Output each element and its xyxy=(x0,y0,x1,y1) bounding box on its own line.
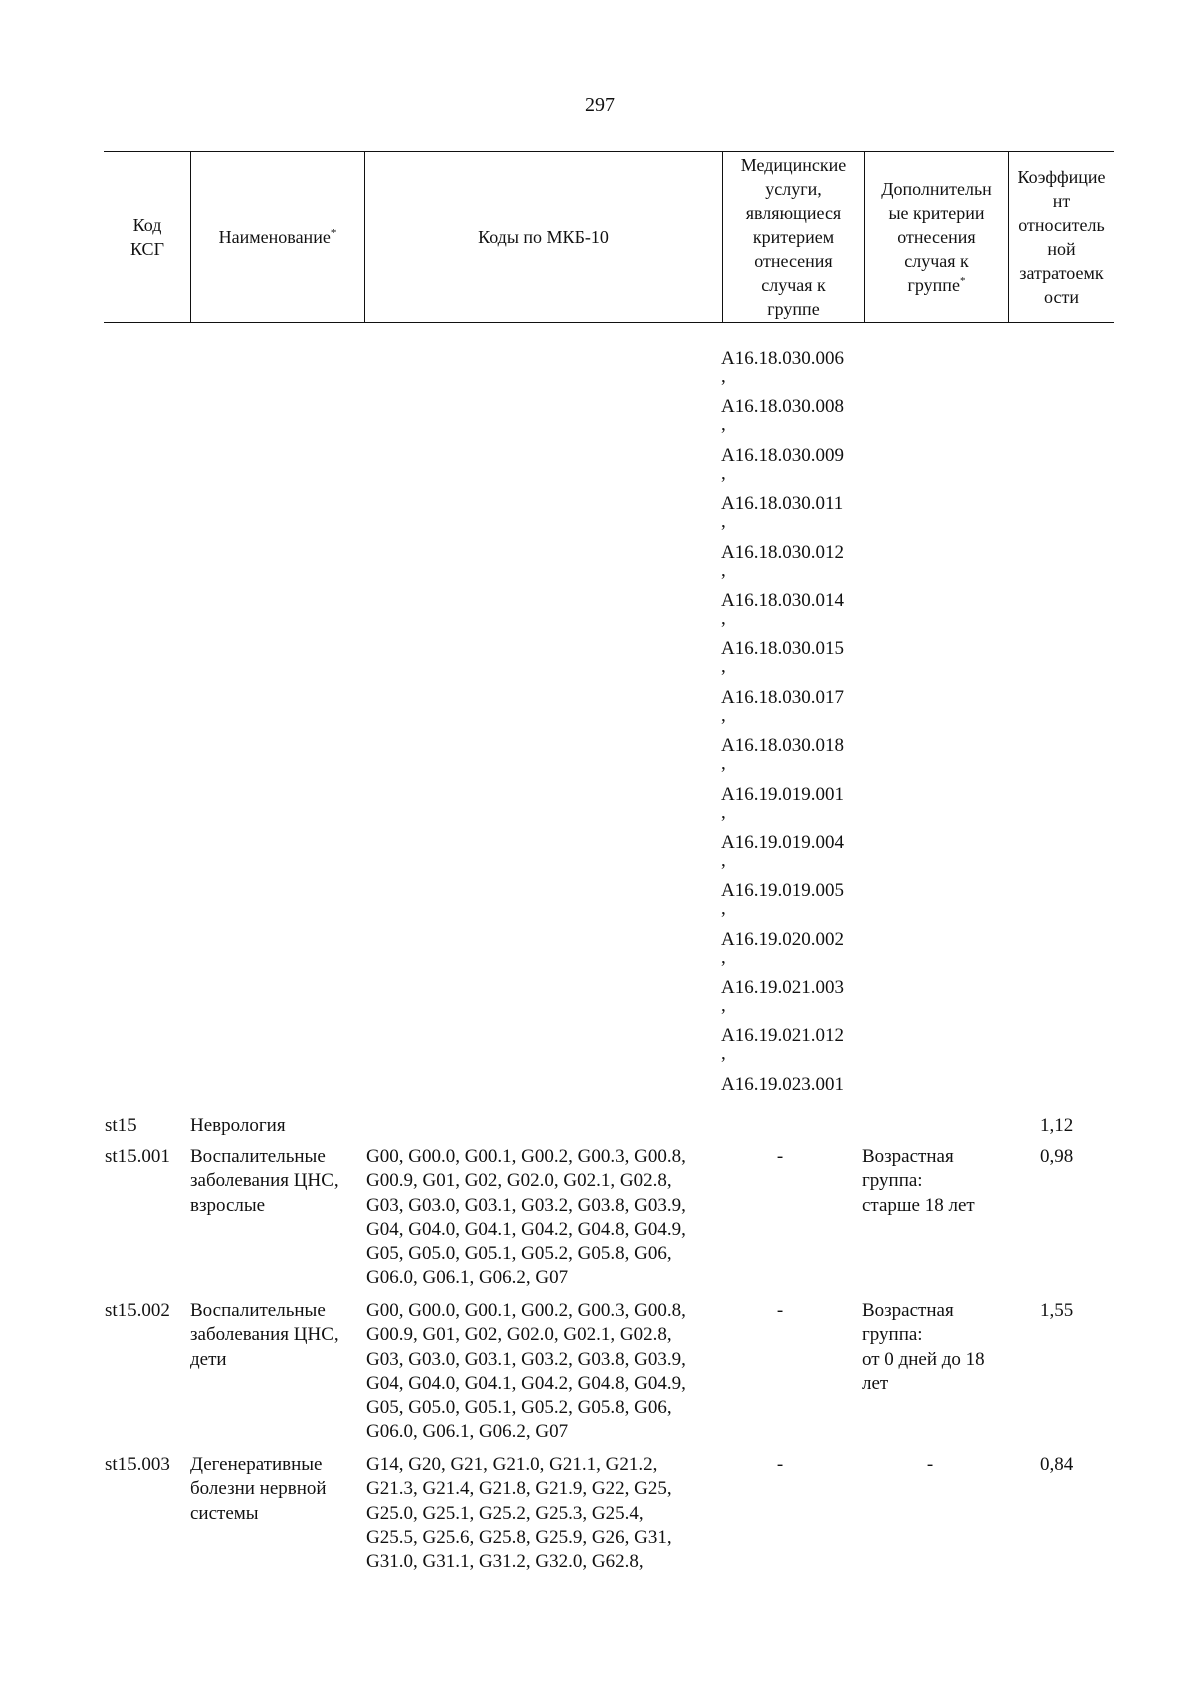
list-item xyxy=(721,590,871,638)
row-coef: 0,84 xyxy=(1040,1454,1074,1475)
service-code: A16.19.019.001 xyxy=(721,783,844,805)
header-bottom-rule xyxy=(104,322,1114,323)
service-code: A16.18.030.017 xyxy=(721,686,844,708)
list-item xyxy=(721,735,871,783)
row-mkb-codes: G14, G20, G21, G21.0, G21.1, G21.2, G21.3, G21.4, G21.8, G21.9, G22, G25, G25.0, G25.1, G25.2, G25.3, G25.4, G25.5, G25.6, G25.8, G25.9, G26, G31, G31.0, G31.1, G31.2, G32.0, G62.8, xyxy=(366,1454,672,1573)
service-code: A16.18.030.008 xyxy=(721,396,844,418)
row-coef: 0,98 xyxy=(1040,1146,1074,1167)
service-code: A16.19.021.003 xyxy=(721,977,844,999)
list-item xyxy=(721,348,871,396)
comma: , xyxy=(721,607,726,629)
header-code-label: Код КСГ xyxy=(130,215,164,259)
list-item xyxy=(721,396,871,444)
comma: , xyxy=(721,753,726,775)
row-services: - xyxy=(776,1300,784,1321)
comma: , xyxy=(721,849,726,871)
header-criteria-label: Дополнительн ые критерии отнесения случая к группе* xyxy=(881,179,992,295)
service-code: A16.18.030.018 xyxy=(721,735,844,757)
list-item xyxy=(721,929,871,977)
service-code: A16.18.030.014 xyxy=(721,589,844,611)
comma: , xyxy=(721,462,726,484)
service-code-list xyxy=(721,348,871,1122)
row-mkb-codes: G00, G00.0, G00.1, G00.2, G00.3, G00.8, G00.9, G01, G02, G02.0, G02.1, G02.8, G03, G03.0, G03.1, G03.2, G03.8, G03.9, G04, G04.0, G04.1, G04.2, G04.8, G04.9, G05, G05.0, G05.1, G05.2, G05.8, G06, G06.0, G06.1, G06.2, G07 xyxy=(366,1300,686,1443)
row-criteria: Возрастная группа: от 0 дней до 18 лет xyxy=(862,1300,985,1394)
row-mkb-codes: G00, G00.0, G00.1, G00.2, G00.3, G00.8, G00.9, G01, G02, G02.0, G02.1, G02.8, G03, G03.0, G03.1, G03.2, G03.8, G03.9, G04, G04.0, G04.1, G04.2, G04.8, G04.9, G05, G05.0, G05.1, G05.2, G05.8, G06, G06.0, G06.1, G06.2, G07 xyxy=(366,1146,686,1289)
service-code: A16.18.030.011 xyxy=(721,493,844,515)
page-number: 297 xyxy=(585,94,615,116)
row-services: - xyxy=(776,1454,784,1475)
header-code xyxy=(104,152,190,322)
row-name: Неврология xyxy=(190,1115,286,1136)
service-code: A16.19.023.001 xyxy=(721,1073,844,1095)
header-services-label: Медицинские услуги, являющиеся критерием отнесения случая к группе xyxy=(740,155,847,319)
comma: , xyxy=(721,801,726,823)
row-coef: 1,55 xyxy=(1040,1300,1074,1321)
list-item xyxy=(721,493,871,541)
service-code: A16.18.030.015 xyxy=(721,638,844,660)
list-item xyxy=(721,832,871,880)
list-item xyxy=(721,977,871,1025)
comma: , xyxy=(721,559,726,581)
header-coef xyxy=(1009,152,1114,322)
footnote-mark: * xyxy=(959,275,966,287)
comma: , xyxy=(721,995,726,1017)
comma: , xyxy=(721,898,726,920)
list-item xyxy=(721,542,871,590)
list-item xyxy=(721,445,871,493)
row-name: Дегенеративные болезни нервной системы xyxy=(190,1454,327,1524)
row-criteria: - xyxy=(926,1454,934,1475)
row-code: st15.001 xyxy=(105,1146,170,1167)
list-item xyxy=(721,1074,871,1122)
service-code: A16.19.019.005 xyxy=(721,880,844,902)
comma: , xyxy=(721,1043,726,1065)
comma: , xyxy=(721,704,726,726)
header-mkb-label: Коды по МКБ-10 xyxy=(478,227,609,247)
service-code: A16.19.021.012 xyxy=(721,1025,844,1047)
list-item xyxy=(721,638,871,686)
header-name xyxy=(191,152,364,322)
header-coef-label: Коэффицие нт относитель ной затратоемк ости xyxy=(1017,167,1106,307)
header-services xyxy=(723,152,864,322)
row-services: - xyxy=(776,1146,784,1167)
row-code: st15.002 xyxy=(105,1300,170,1321)
header-criteria xyxy=(865,152,1008,322)
service-code: A16.18.030.009 xyxy=(721,444,844,466)
row-code: st15.003 xyxy=(105,1454,170,1475)
comma: , xyxy=(721,511,726,533)
row-name: Воспалительные заболевания ЦНС, дети xyxy=(190,1300,339,1370)
comma: , xyxy=(721,656,726,678)
header-mkb xyxy=(365,152,722,322)
row-coef: 1,12 xyxy=(1040,1115,1074,1136)
list-item xyxy=(721,880,871,928)
comma: , xyxy=(721,946,726,968)
list-item xyxy=(721,1025,871,1073)
footnote-mark: * xyxy=(330,227,337,239)
service-code: A16.18.030.012 xyxy=(721,541,844,563)
service-code: A16.19.019.004 xyxy=(721,831,844,853)
list-item xyxy=(721,687,871,735)
comma: , xyxy=(721,414,726,436)
row-criteria: Возрастная группа: старше 18 лет xyxy=(862,1146,975,1216)
service-code: A16.18.030.006 xyxy=(721,348,844,369)
comma: , xyxy=(721,366,726,387)
header-name-label: Наименование* xyxy=(218,227,337,247)
row-name: Воспалительные заболевания ЦНС, взрослые xyxy=(190,1146,339,1216)
service-code: A16.19.020.002 xyxy=(721,928,844,950)
list-item xyxy=(721,784,871,832)
row-code: st15 xyxy=(105,1115,137,1136)
